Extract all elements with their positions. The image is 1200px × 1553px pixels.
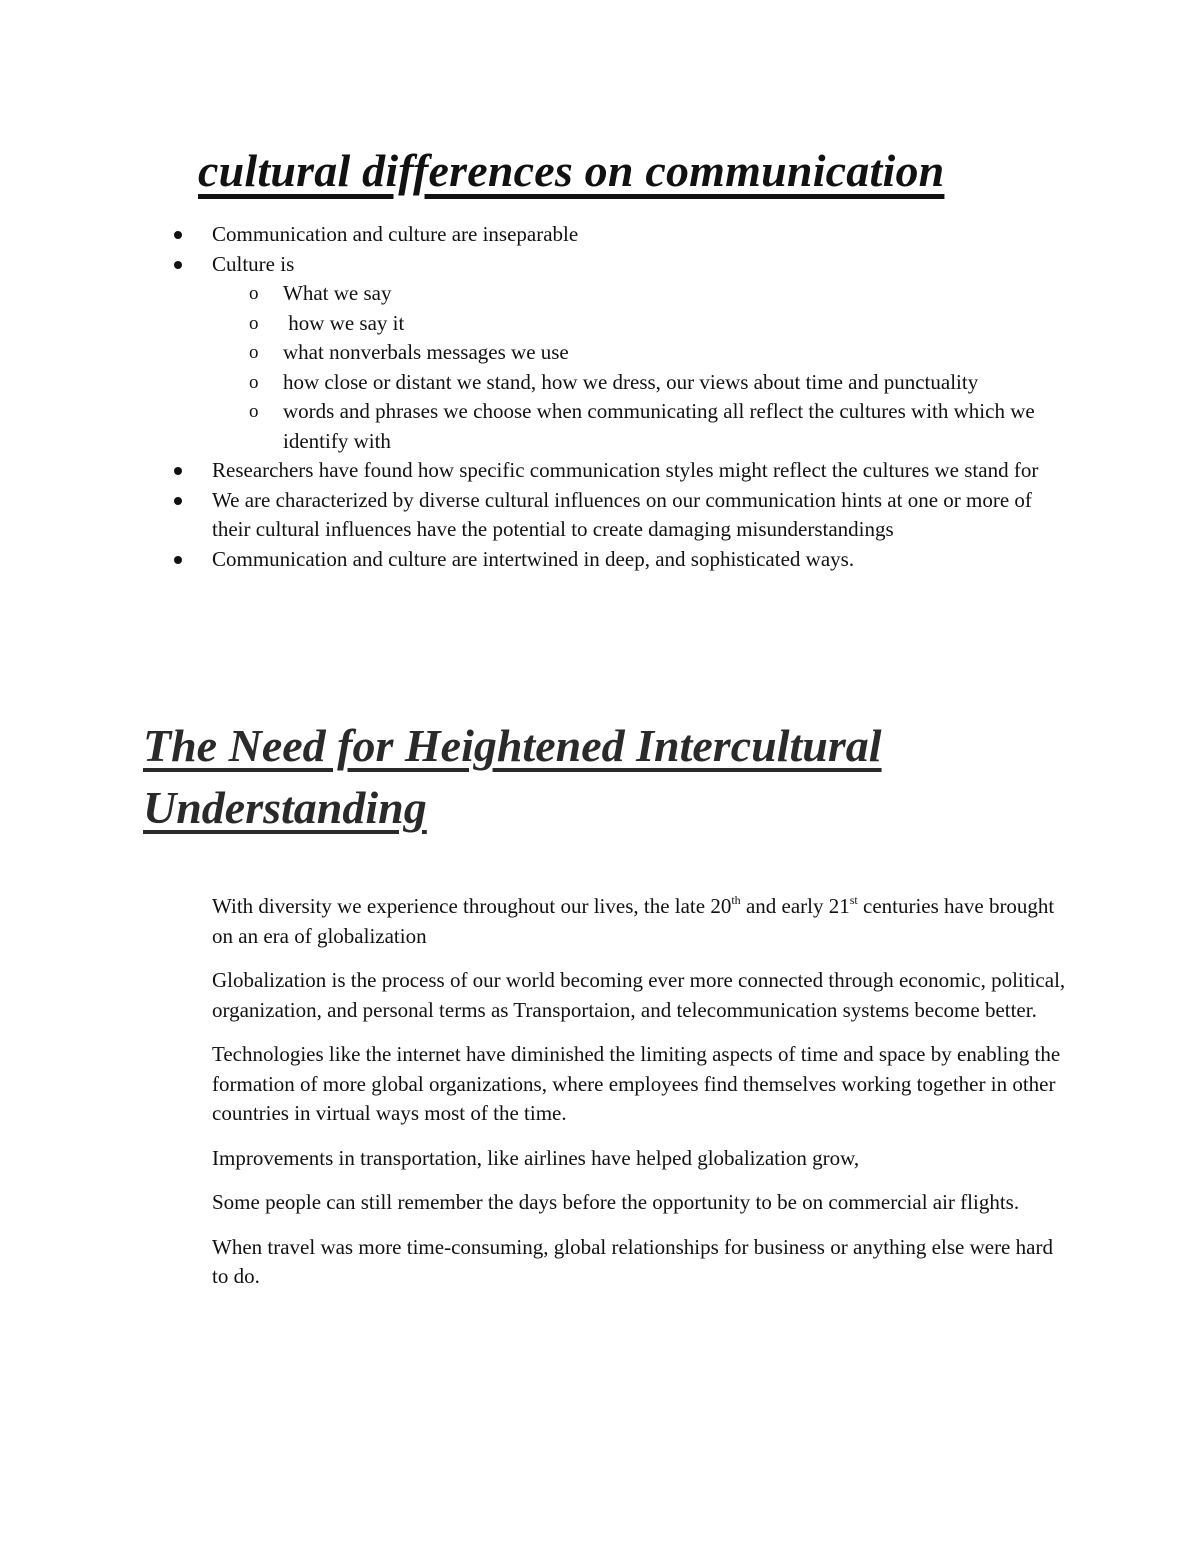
list-item bbox=[0, 545, 1072, 575]
heading-intercultural-understanding bbox=[143, 715, 1043, 839]
heading-line-2: Understanding bbox=[143, 782, 427, 833]
paragraph: Globalization is the process of our world becoming ever more connected through economic, political, organization, and personal terms as Transportaion, and telecommunication systems become better. bbox=[212, 968, 1066, 1022]
bullet-dot-icon bbox=[174, 556, 182, 564]
sub-list-item bbox=[0, 397, 1043, 456]
bullet-dot-icon bbox=[174, 467, 182, 475]
list-item bbox=[0, 220, 1072, 250]
sub-list-item bbox=[0, 338, 1043, 368]
sub-list-item bbox=[0, 309, 1043, 339]
list-item bbox=[0, 486, 1072, 545]
body-paragraphs bbox=[212, 892, 1072, 1307]
sub-list-item-text: how close or distant we stand, how we dress, our views about time and punctuality bbox=[283, 369, 979, 394]
paragraph: Technologies like the internet have diminished the limiting aspects of time and space by enabling the formation of more global organizations, where employees find themselves working together in other countries in virtual ways most of the time. bbox=[212, 1042, 1061, 1125]
list-item-text: Communication and culture are inseparable bbox=[212, 222, 579, 246]
hollow-bullet-icon: o bbox=[249, 283, 259, 304]
list-item bbox=[0, 250, 1072, 280]
bullet-dot-icon bbox=[174, 261, 182, 269]
hollow-bullet-icon: o bbox=[249, 342, 259, 363]
list-item-text: Researchers have found how specific communication styles might reflect the cultures we stand for bbox=[212, 458, 1039, 482]
paragraph: With diversity we experience throughout our lives, the late 20th and early 21st centuries have brought on an era of globalization bbox=[212, 893, 1055, 948]
bullet-list bbox=[0, 220, 1200, 574]
sub-list-item-text: how we say it bbox=[283, 310, 405, 335]
sub-list-item-text: words and phrases we choose when communicating all reflect the cultures with which we identify with bbox=[283, 399, 1035, 453]
list-item-text: We are characterized by diverse cultural influences on our communication hints at one or more of their cultural influences have the potential to create damaging misunderstandings bbox=[212, 487, 1032, 541]
paragraph: Some people can still remember the days before the opportunity to be on commercial air flights. bbox=[212, 1190, 1020, 1214]
hollow-bullet-icon: o bbox=[249, 371, 259, 393]
bullet-dot-icon bbox=[174, 497, 182, 505]
sub-list-item-text: what nonverbals messages we use bbox=[283, 340, 569, 364]
heading-cultural-differences: cultural differences on communication bbox=[198, 145, 945, 196]
bullet-dot-icon bbox=[174, 231, 182, 239]
paragraph: When travel was more time-consuming, global relationships for business or anything else were hard to do. bbox=[212, 1234, 1053, 1288]
list-item bbox=[0, 456, 1072, 486]
sub-list-item bbox=[0, 368, 1043, 398]
list-item-text: Culture is bbox=[212, 251, 295, 276]
heading-line-1: The Need for Heightened Intercultural bbox=[143, 720, 882, 771]
list-item-text: Communication and culture are intertwined in deep, and sophisticated ways. bbox=[212, 546, 855, 571]
hollow-bullet-icon: o bbox=[249, 312, 259, 334]
sub-list-item-text: What we say bbox=[283, 281, 392, 305]
hollow-bullet-icon: o bbox=[249, 401, 259, 422]
sub-list-item bbox=[0, 279, 1043, 309]
paragraph: Improvements in transportation, like airlines have helped globalization grow, bbox=[212, 1145, 860, 1170]
